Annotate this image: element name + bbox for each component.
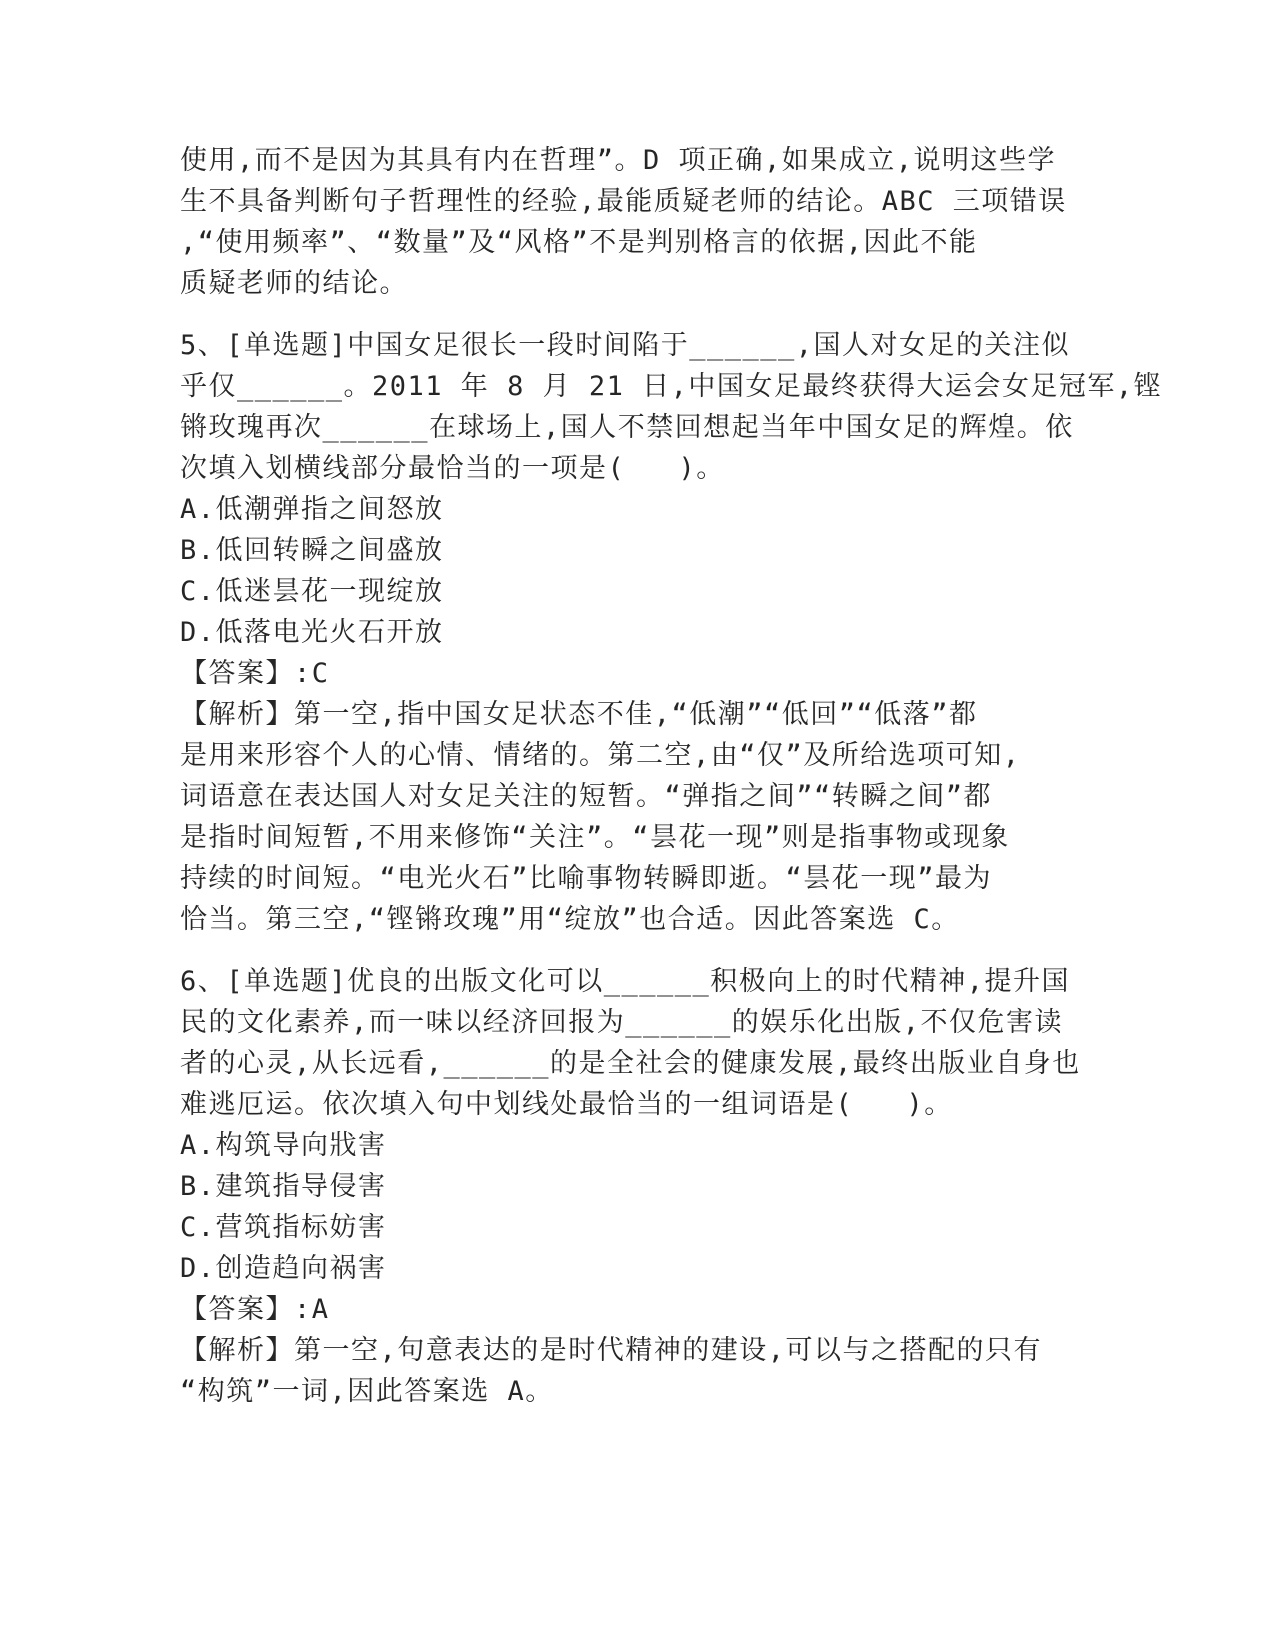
option-d: D.创造趋向祸害 <box>180 1253 387 1284</box>
analysis-line: 是用来形容个人的心情、情绪的。第二空,由“仅”及所给选项可知, <box>180 740 1021 771</box>
text-line: 生不具备判断句子哲理性的经验,最能质疑老师的结论。ABC 三项错误 <box>180 186 1067 217</box>
question-stem-line: 次填入划横线部分最恰当的一项是( )。 <box>180 453 725 484</box>
answer-line: 【答案】:A <box>180 1294 330 1325</box>
question-stem-line: 6、[单选题]优良的出版文化可以______积极向上的时代精神,提升国 <box>180 966 1071 997</box>
option-a: A.构筑导向戕害 <box>180 1130 387 1161</box>
previous-analysis-continuation <box>180 140 1067 304</box>
text-line: 使用,而不是因为其具有内在哲理”。D 项正确,如果成立,说明这些学 <box>180 145 1057 176</box>
analysis-line: 恰当。第三空,“铿锵玫瑰”用“绽放”也合适。因此答案选 C。 <box>180 904 960 935</box>
option-b: B.低回转瞬之间盛放 <box>180 535 444 566</box>
document-page <box>180 140 1163 1412</box>
option-b: B.建筑指导侵害 <box>180 1171 387 1202</box>
option-d: D.低落电光火石开放 <box>180 617 444 648</box>
analysis-line: “构筑”一词,因此答案选 A。 <box>180 1376 554 1407</box>
analysis-line: 词语意在表达国人对女足关注的短暂。“弹指之间”“转瞬之间”都 <box>180 781 993 812</box>
option-c: C.营筑指标妨害 <box>180 1212 387 1243</box>
question-5 <box>180 325 1163 940</box>
analysis-line: 是指时间短暂,不用来修饰“关注”。“昙花一现”则是指事物或现象 <box>180 822 1010 853</box>
question-stem-line: 锵玫瑰再次______在球场上,国人不禁回想起当年中国女足的辉煌。依 <box>180 412 1074 443</box>
analysis-line: 【解析】第一空,句意表达的是时代精神的建设,可以与之搭配的只有 <box>180 1335 1043 1366</box>
text-line: 质疑老师的结论。 <box>180 268 408 299</box>
option-a: A.低潮弹指之间怒放 <box>180 494 444 525</box>
question-stem-line: 难逃厄运。依次填入句中划线处最恰当的一组词语是( )。 <box>180 1089 953 1120</box>
analysis-line: 持续的时间短。“电光火石”比喻事物转瞬即逝。“昙花一现”最为 <box>180 863 993 894</box>
answer-line: 【答案】:C <box>180 658 330 689</box>
question-stem-line: 民的文化素养,而一味以经济回报为______的娱乐化出版,不仅危害读 <box>180 1007 1064 1038</box>
text-line: ,“使用频率”、“数量”及“风格”不是判别格言的依据,因此不能 <box>180 227 978 258</box>
question-stem-line: 5、[单选题]中国女足很长一段时间陷于______,国人对女足的关注似 <box>180 330 1071 361</box>
question-stem-line: 乎仅______。2011 年 8 月 21 日,中国女足最终获得大运会女足冠军,铿 <box>180 371 1163 402</box>
paragraph-gap <box>180 940 1040 961</box>
analysis-line: 【解析】第一空,指中国女足状态不佳,“低潮”“低回”“低落”都 <box>180 699 978 730</box>
paragraph-gap <box>180 304 1040 325</box>
option-c: C.低迷昙花一现绽放 <box>180 576 444 607</box>
question-stem-line: 者的心灵,从长远看,______的是全社会的健康发展,最终出版业自身也 <box>180 1048 1081 1079</box>
question-6 <box>180 961 1081 1412</box>
